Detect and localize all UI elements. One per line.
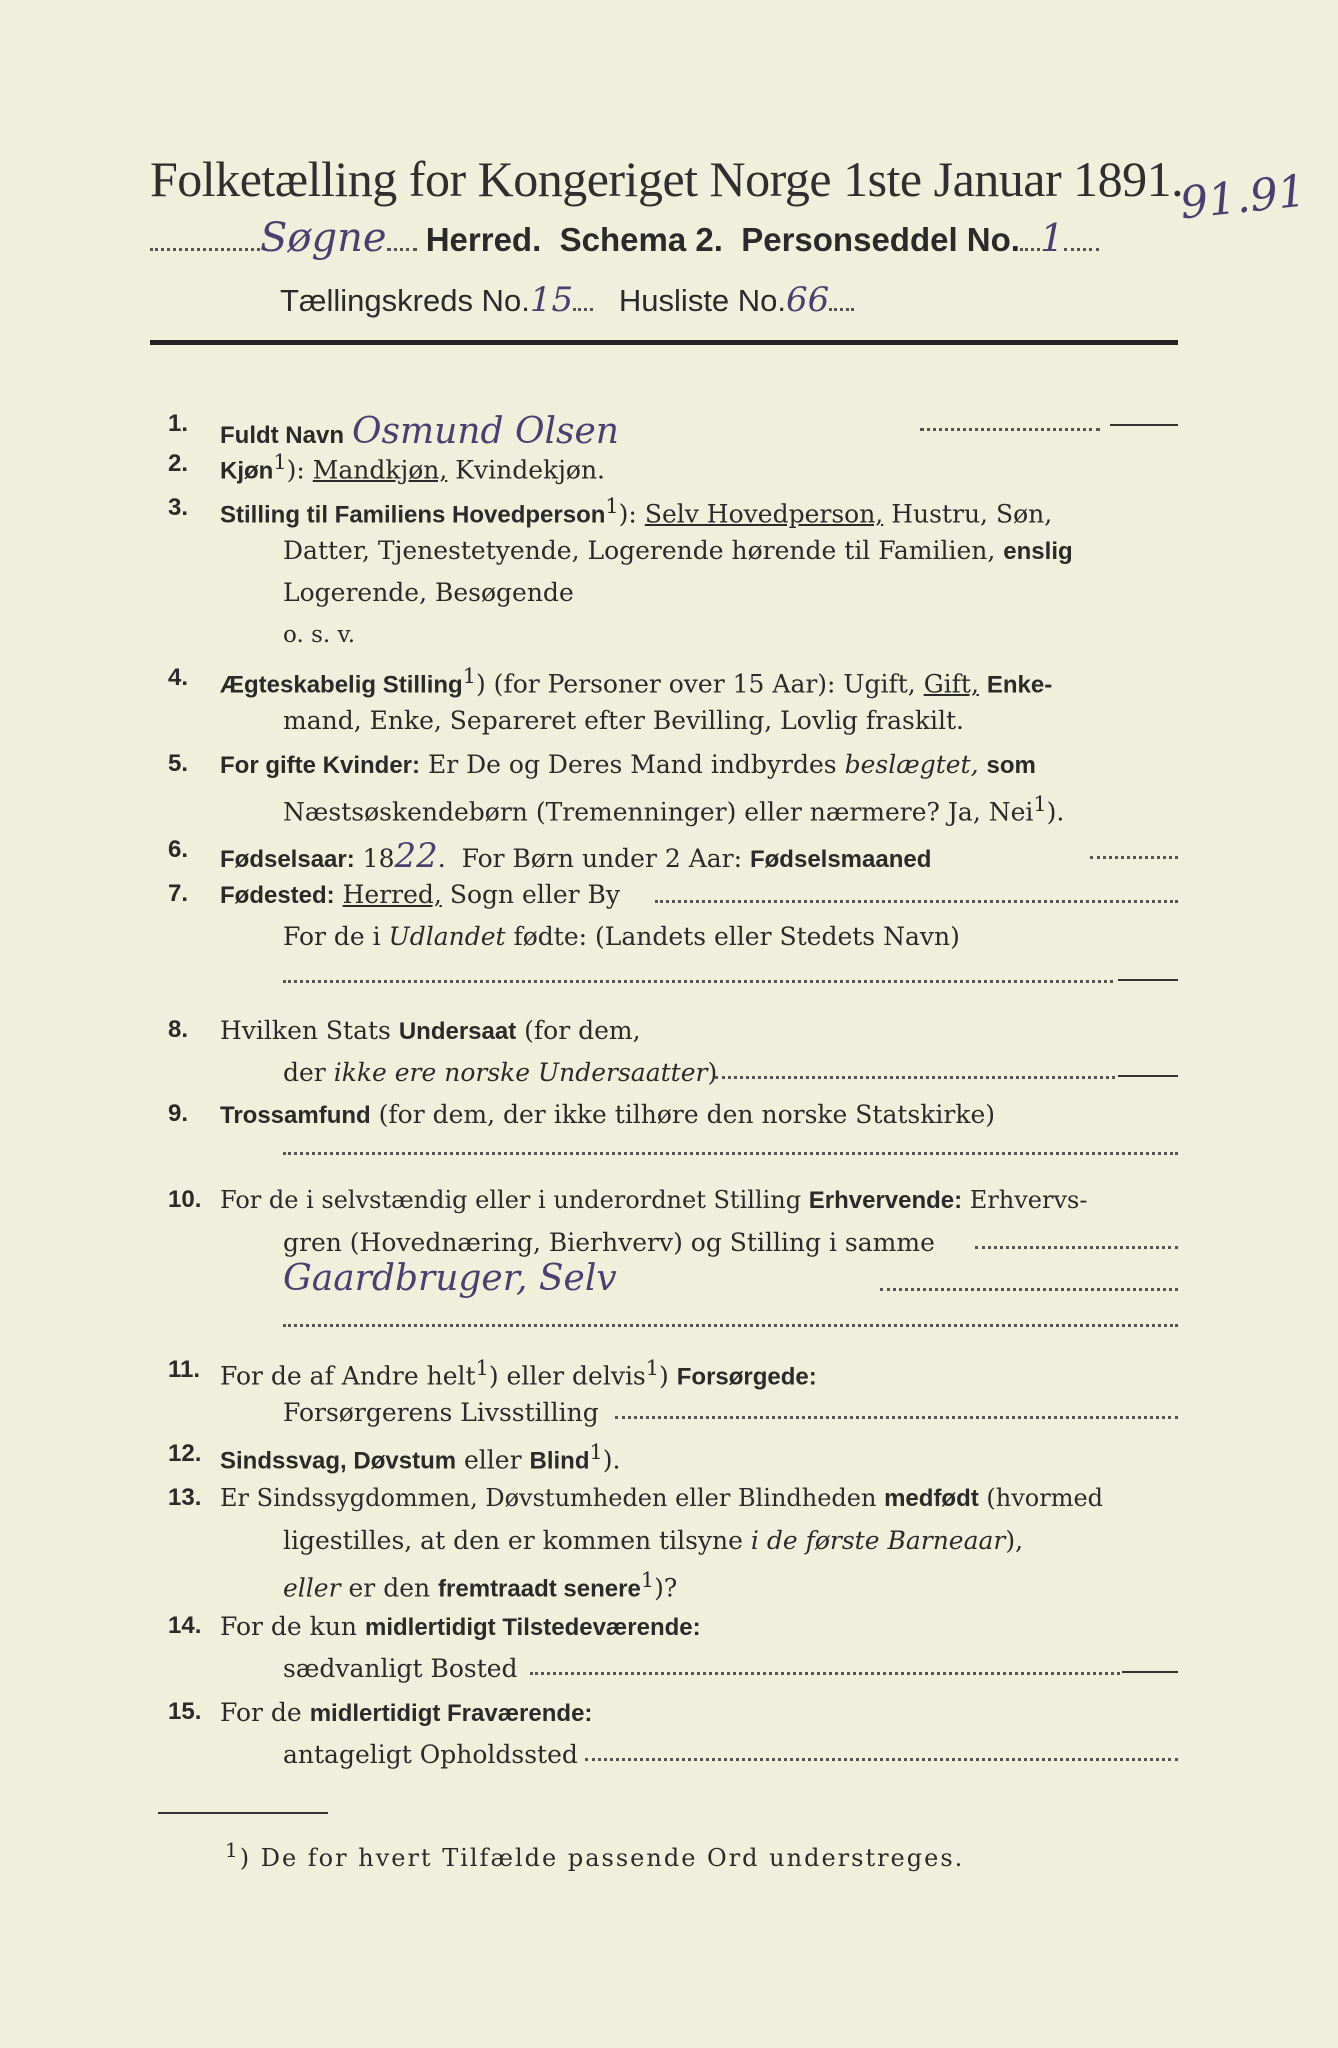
q4-mid: ) (for Personer over 15 Aar): Ugift, — [475, 669, 916, 699]
q13-barneaar: i de første Barneaar — [750, 1526, 1006, 1555]
q6-label: Fødselsaar: — [220, 846, 355, 873]
q11-mid: ) eller delvis — [488, 1361, 646, 1391]
q3-opt-rest: Hustru, Søn, — [891, 499, 1053, 529]
q8-undersaatter: ikke ere norske Undersaatter — [333, 1058, 708, 1087]
q12-label: Sindssvag, Døvstum — [220, 1447, 457, 1475]
q13-end: (hvormed — [986, 1484, 1104, 1512]
footnote — [225, 1838, 964, 1872]
q5-beslaegtet: beslægtet, — [844, 750, 979, 779]
q5-line2-sup: 1 — [1033, 792, 1047, 816]
q13-eller: eller — [283, 1573, 341, 1603]
q3-label: Stilling til Familiens Hovedperson — [220, 501, 606, 529]
q10-answer: Gaardbruger, Selv — [283, 1258, 617, 1299]
q13-line2 — [283, 1526, 1023, 1555]
schema-label: Schema 2. — [559, 221, 723, 258]
q4-label: Ægteskabelig Stilling — [220, 671, 463, 699]
husliste-label: Husliste No. — [618, 283, 787, 318]
kreds-line — [280, 280, 854, 320]
q9-num: 9. — [168, 1100, 189, 1127]
q3-num: 3. — [168, 494, 189, 521]
q11-label: Forsørgede: — [676, 1363, 817, 1391]
q5-line2 — [283, 792, 1064, 826]
q3-opt-selv: Selv Hovedperson, — [644, 499, 884, 529]
q1-num: 1. — [168, 410, 189, 437]
q13-line2a: ligestilles, at den er kommen tilsyne — [283, 1526, 743, 1555]
q10-num: 10. — [168, 1186, 202, 1213]
q2-num: 2. — [168, 450, 189, 477]
q7-num: 7. — [168, 880, 189, 907]
q5-label: For gifte Kvinder: — [220, 752, 421, 779]
husliste-value: 66 — [786, 280, 830, 320]
q15-num: 15. — [168, 1698, 202, 1725]
q12-blind: Blind — [529, 1447, 590, 1475]
q9-rest: (for dem, der ikke tilhøre den norske Statskirke) — [378, 1100, 996, 1129]
q1-answer: Osmund Olsen — [351, 411, 619, 452]
q6-label2: Fødselsmaaned — [749, 846, 932, 873]
q10-answer-fill — [880, 1288, 1178, 1291]
q8-line2b: ) — [707, 1058, 718, 1087]
q7-opt-herred: Herred, — [342, 880, 442, 909]
corner-note: 91.91 — [1177, 165, 1309, 230]
q8-fill — [715, 1076, 1115, 1079]
q6-century: 18 — [362, 844, 395, 873]
q7-line2a: For de i — [283, 922, 381, 951]
q11-sup1: 1 — [475, 1356, 489, 1380]
footnote-sup: 1 — [225, 1838, 240, 1862]
q5-num: 5. — [168, 750, 189, 777]
q7-line2 — [283, 922, 960, 951]
q7-label: Fødested: — [220, 882, 335, 909]
q3-sup: 1 — [605, 494, 619, 518]
q4-num: 4. — [168, 664, 189, 691]
q7-answer-line — [283, 980, 1113, 983]
q4-line2: mand, Enke, Separeret efter Bevilling, Lovlig fraskilt. — [283, 706, 964, 735]
q14-label: midlertidigt Tilstedeværende: — [364, 1614, 701, 1641]
q5-mid: Er De og Deres Mand indbyrdes — [427, 750, 837, 779]
q14-pre: For de kun — [220, 1612, 358, 1641]
q2-rest: ): — [286, 455, 305, 485]
herred-line — [150, 215, 1099, 261]
q10-line2: gren (Hovednæring, Bierhverv) og Stilling i samme — [283, 1228, 935, 1257]
q15-fill — [585, 1758, 1178, 1761]
q4-opt-gift: Gift, — [923, 669, 979, 699]
q11-fill — [615, 1416, 1178, 1419]
q6-mid: For Børn under 2 Aar: — [461, 844, 743, 873]
q11-line2: Forsørgerens Livsstilling — [283, 1398, 599, 1427]
q3-enslig: enslig — [1003, 538, 1073, 565]
q2-opt-kvindekjon: Kvindekjøn. — [455, 455, 605, 485]
q3-colon: ): — [618, 499, 637, 529]
q8-rest: (for dem, — [524, 1016, 641, 1045]
q3-line2-text: Datter, Tjenestetyende, Logerende hørende til Familien, — [283, 536, 996, 565]
q13-num: 13. — [168, 1484, 202, 1511]
q11-sup2: 1 — [645, 1356, 660, 1380]
herred-value: Søgne — [260, 215, 387, 261]
q15-pre: For de — [220, 1698, 302, 1727]
q14-fill — [530, 1672, 1120, 1675]
q13-medfodt: medfødt — [884, 1485, 979, 1512]
q11-num: 11. — [168, 1356, 201, 1383]
q6-fill — [1090, 856, 1178, 859]
q8-num: 8. — [168, 1016, 189, 1043]
footnote-text: ) De for hvert Tilfælde passende Ord understreges. — [239, 1844, 965, 1872]
q1-end — [1110, 424, 1178, 426]
q1-label: Fuldt Navn — [220, 422, 344, 449]
q5-line2-text: Næstsøskendebørn (Tremenninger) eller nærmere? Ja, Nei — [283, 797, 1034, 827]
q2-opt-mandkjon: Mandkjøn, — [312, 455, 448, 485]
q7-fill — [655, 900, 1178, 903]
q10-label: Erhvervende: — [808, 1187, 963, 1214]
q13-line3a: er den — [348, 1573, 431, 1603]
q8-pre: Hvilken Stats — [220, 1016, 391, 1045]
q8-line2 — [283, 1058, 717, 1087]
q10-pre: For de i selvstændig eller i underordnet Stilling — [220, 1186, 802, 1214]
q5-som: som — [986, 752, 1036, 779]
q12-num: 12. — [168, 1440, 202, 1467]
q3-line2 — [283, 536, 1073, 566]
q14-num: 14. — [168, 1612, 202, 1639]
q13-line3 — [283, 1568, 677, 1603]
q13-line3-sup: 1 — [640, 1568, 655, 1592]
q7-udlandet: Udlandet — [388, 922, 506, 951]
q14-end — [1122, 1671, 1178, 1673]
form-title: Folketælling for Kongeriget Norge 1ste Januar 1891. — [150, 151, 1184, 207]
kreds-label: Tællingskreds No. — [280, 283, 530, 318]
q8-end — [1118, 1075, 1178, 1077]
q11-mid2: ) — [659, 1361, 669, 1391]
kreds-value: 15 — [529, 280, 574, 320]
q15-line2: antageligt Opholdssted — [283, 1740, 578, 1769]
q14-line2: sædvanligt Bosted — [283, 1654, 518, 1683]
q3-line4: o. s. v. — [283, 622, 356, 648]
personseddel-value: 1 — [1039, 216, 1065, 260]
q10-answer-line2 — [283, 1324, 1178, 1327]
q1-fill — [920, 428, 1100, 431]
q4-end: Enke- — [986, 671, 1053, 699]
q10-fill — [975, 1246, 1178, 1249]
q6-num: 6. — [168, 836, 189, 863]
header-rule — [150, 340, 1178, 345]
q8-label: Undersaat — [398, 1018, 517, 1045]
q2-label: Kjøn — [220, 457, 274, 485]
q5-line2-end: ). — [1046, 797, 1065, 827]
q13-line3-end: )? — [654, 1573, 678, 1603]
q12-end: ). — [602, 1445, 621, 1475]
q13-pre: Er Sindssygdommen, Døvstumheden eller Blindheden — [220, 1484, 877, 1512]
q7-rest: Sogn eller By — [449, 880, 621, 909]
personseddel-label: Personseddel No. — [741, 221, 1020, 258]
q9-label: Trossamfund — [220, 1102, 371, 1129]
q2-sup: 1 — [273, 450, 287, 474]
q8-line2a: der — [283, 1058, 326, 1087]
q13-senere: fremtraadt senere — [438, 1575, 641, 1603]
q7-line2b: fødte: (Landets eller Stedets Navn) — [513, 922, 960, 951]
q12-sup: 1 — [589, 1440, 603, 1464]
q4-sup: 1 — [462, 664, 476, 688]
q11-pre: For de af Andre helt — [220, 1361, 476, 1391]
q6-answer: 22 — [394, 836, 438, 876]
q15-label: midlertidigt Fraværende: — [309, 1700, 593, 1727]
q10-end: Erhvervs- — [969, 1186, 1088, 1214]
q9-answer-line — [283, 1152, 1178, 1155]
q7-answer-end — [1118, 979, 1178, 981]
footnote-rule — [158, 1812, 328, 1814]
q3-line3: Logerende, Besøgende — [283, 578, 574, 607]
q13-line2b: ), — [1005, 1526, 1024, 1555]
q12-mid: eller — [464, 1445, 522, 1475]
herred-label: Herred. — [425, 221, 542, 258]
